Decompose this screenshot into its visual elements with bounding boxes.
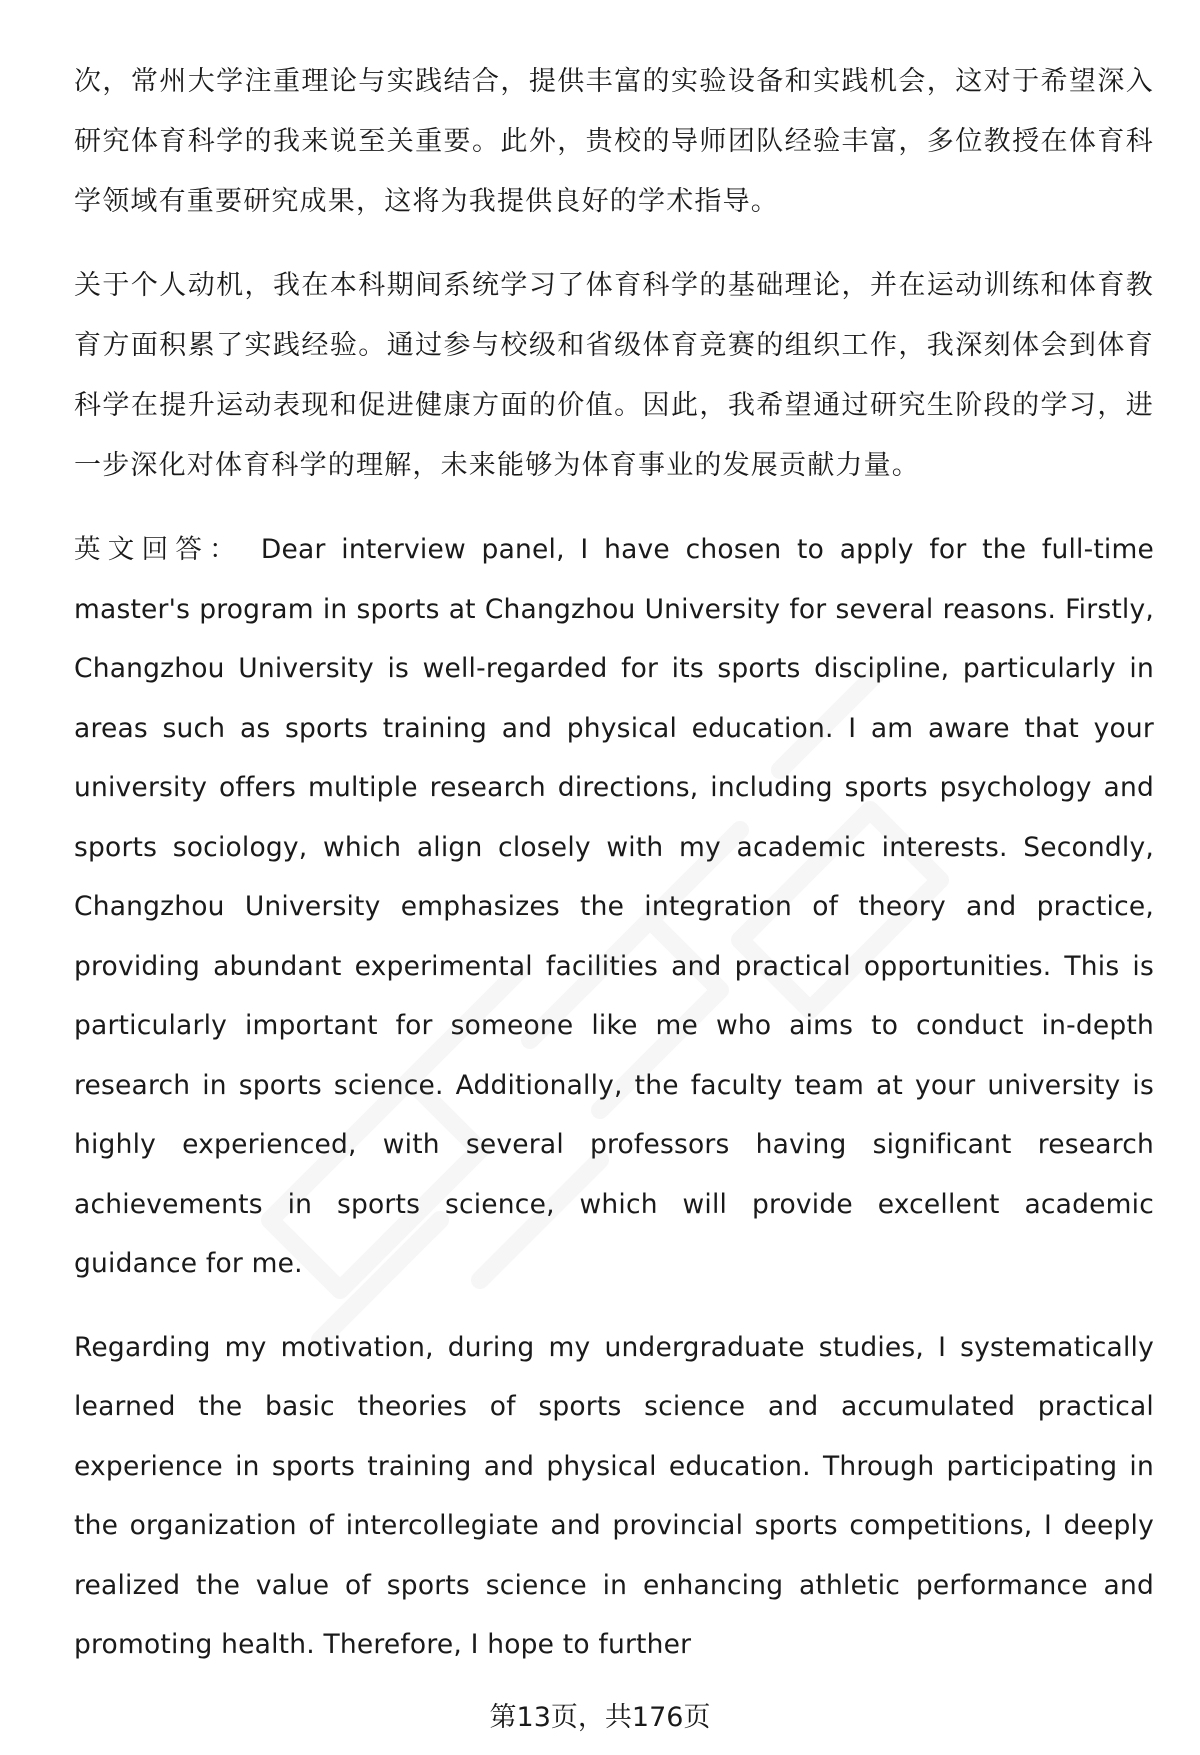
english-paragraph — [74, 520, 1154, 1294]
document-content — [74, 52, 1154, 1675]
chinese-paragraph: 次，常州大学注重理论与实践结合，提供丰富的实验设备和实践机会，这对于希望深入研究体育科学的我来说至关重要。此外，贵校的导师团队经验丰富，多位教授在体育科学领域有重要研究成果，这将为我提供良好的学术指导。 — [74, 66, 1154, 217]
english-paragraph-text: Dear interview panel, I have chosen to apply for the full-time master's program in sports at Changzhou University for several reasons. Firstly, Changzhou University is well-regarded for its sports discipline, particularly in areas such as sports training and physical education. I am aware that your university offers multiple research directions, including sports psychology and sports sociology, which align closely with my academic interests. Secondly, Changzhou University emphasizes the integration of theory and practice, providing abundant experimental facilities and practical opportunities. This is particularly important for someone like me who aims to conduct in-depth research in sports science. Additionally, the faculty team at your university is highly experienced, with several professors having significant research achievements in sports science, which will provide excellent academic guidance for me. — [74, 534, 1154, 1279]
page-footer: 第13页，共176页 — [489, 1702, 711, 1733]
english-answer-label: 英文回答： — [74, 534, 243, 565]
english-paragraph: Regarding my motivation, during my undergraduate studies, I systematically learned the basic theories of sports science and accumulated practical experience in sports training and physical education. Through participating in the organization of intercollegiate and provincial sports competitions, I deeply realized the value of sports science in enhancing athletic performance and promoting health. Therefore, I hope to further — [74, 1331, 1154, 1660]
chinese-paragraph: 关于个人动机，我在本科期间系统学习了体育科学的基础理论，并在运动训练和体育教育方面积累了实践经验。通过参与校级和省级体育竞赛的组织工作，我深刻体会到体育科学在提升运动表现和促进健康方面的价值。因此，我希望通过研究生阶段的学习，进一步深化对体育科学的理解，未来能够为体育事业的发展贡献力量。 — [74, 270, 1154, 481]
